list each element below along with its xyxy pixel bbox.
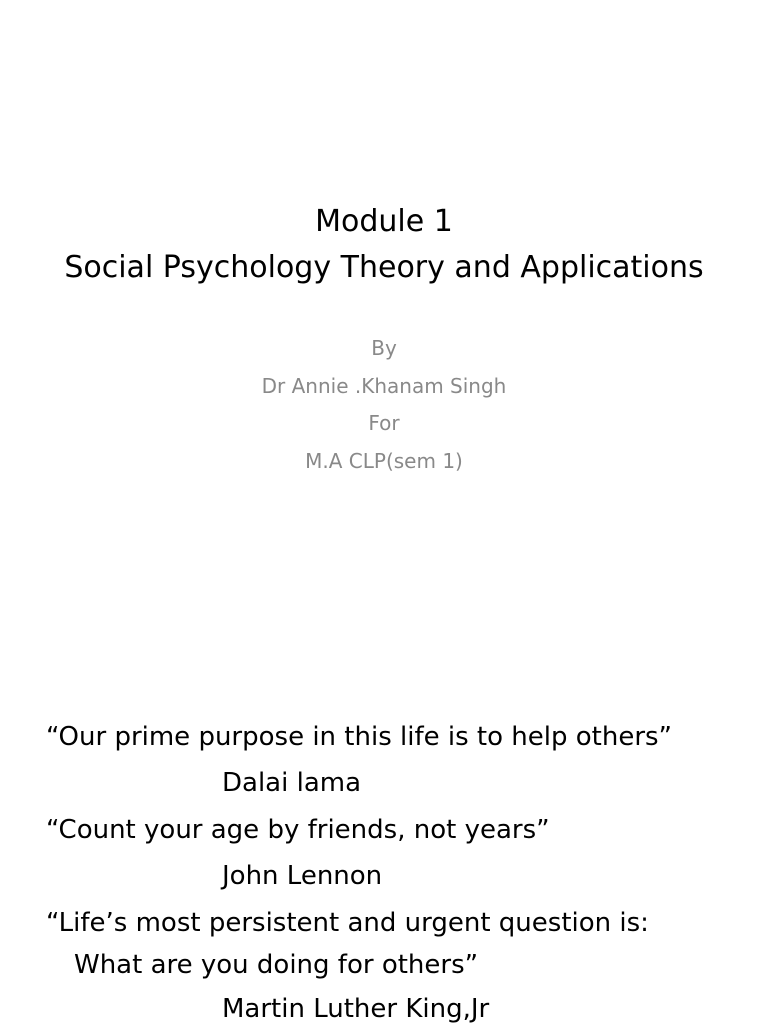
quote-3-author: Martin Luther King,Jr bbox=[222, 994, 490, 1024]
subtitle-for: For bbox=[368, 411, 400, 435]
subtitle-author: Dr Annie .Khanam Singh bbox=[261, 373, 507, 398]
quote-3-text-continued: What are you doing for others” bbox=[74, 950, 479, 980]
subtitle-program: M.A CLP(sem 1) bbox=[305, 448, 463, 473]
quote-2-author: John Lennon bbox=[222, 861, 383, 891]
slide-title bbox=[0, 199, 768, 291]
quotes-section bbox=[46, 715, 756, 1024]
quote-1-author: Dalai lama bbox=[222, 768, 362, 798]
quote-1-text: “Our prime purpose in this life is to help others” bbox=[46, 722, 673, 752]
subtitle-by: By bbox=[371, 336, 397, 360]
title-module: Module 1 bbox=[315, 204, 453, 239]
quote-3-text: “Life’s most persistent and urgent question is: bbox=[46, 908, 649, 938]
quote-2-text: “Count your age by friends, not years” bbox=[46, 815, 550, 845]
slide-subtitle bbox=[0, 330, 768, 480]
title-course: Social Psychology Theory and Applications bbox=[64, 250, 704, 285]
